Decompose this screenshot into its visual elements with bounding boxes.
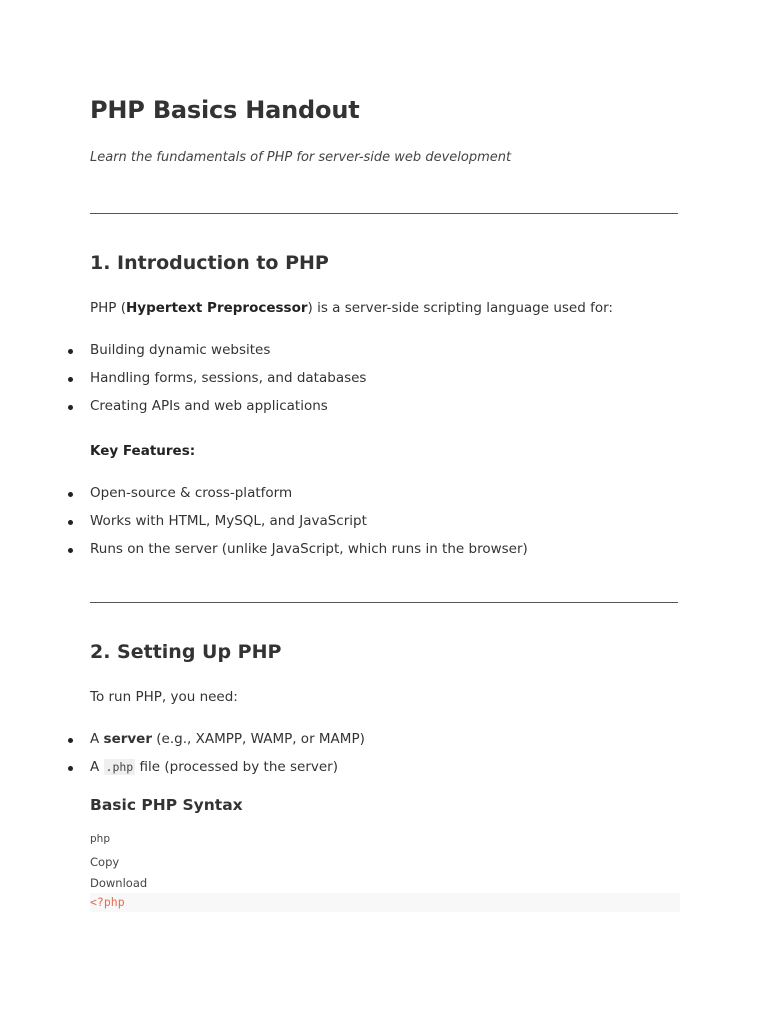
req-prefix: A [90, 758, 104, 775]
download-button[interactable]: Download [90, 876, 148, 890]
list-item [90, 484, 528, 512]
bullet-icon [68, 492, 73, 497]
inline-code: .php [105, 759, 134, 774]
list-item [90, 369, 366, 397]
bullet-icon [68, 766, 73, 771]
list-item-text: Building dynamic websites [90, 342, 271, 358]
list-item-text: Works with HTML, MySQL, and JavaScript [90, 512, 367, 529]
intro-bold-term: Hypertext Preprocessor [126, 300, 308, 316]
list-item-text: Runs on the server (unlike JavaScript, which runs in the browser) [90, 540, 528, 557]
list-item [90, 540, 528, 568]
bullet-icon [68, 520, 73, 525]
bullet-icon [68, 548, 73, 553]
list-item-text: Handling forms, sessions, and databases [90, 369, 367, 386]
list-item-text: Open-source & cross-platform [90, 485, 293, 501]
document-subtitle: Learn the fundamentals of PHP for server-side web development [90, 150, 512, 165]
req-prefix: A [90, 731, 104, 747]
list-item [90, 730, 365, 758]
req-bold-term: server [103, 731, 152, 747]
bullet-icon [68, 377, 73, 382]
copy-button[interactable]: Copy [90, 855, 120, 869]
req-suffix: file (processed by the server) [135, 758, 338, 775]
horizontal-divider [90, 213, 678, 214]
bullet-icon [68, 405, 73, 410]
section-heading-introduction: 1. Introduction to PHP [90, 252, 329, 274]
key-features-label: Key Features: [90, 443, 196, 459]
list-item [90, 512, 528, 540]
list-item-text: Creating APIs and web applications [90, 397, 328, 414]
intro-paragraph [90, 300, 613, 316]
syntax-heading: Basic PHP Syntax [90, 796, 243, 814]
code-block [90, 893, 680, 912]
req-suffix: (e.g., XAMPP, WAMP, or MAMP) [152, 731, 365, 747]
section-heading-setup: 2. Setting Up PHP [90, 641, 282, 663]
list-item [90, 758, 365, 786]
setup-paragraph: To run PHP, you need: [90, 689, 238, 705]
code-line: <?php [90, 895, 125, 909]
bullet-icon [68, 349, 73, 354]
document-title: PHP Basics Handout [90, 96, 360, 124]
list-item [90, 341, 366, 369]
intro-prefix: PHP ( [90, 300, 126, 316]
list-item [90, 397, 366, 425]
horizontal-divider [90, 602, 678, 603]
features-list [90, 484, 528, 567]
bullet-icon [68, 738, 73, 743]
intro-suffix: ) is a server-side scripting language used for: [307, 300, 613, 316]
uses-list [90, 341, 366, 424]
requirements-list [90, 730, 365, 786]
code-language-label: php [90, 833, 110, 845]
